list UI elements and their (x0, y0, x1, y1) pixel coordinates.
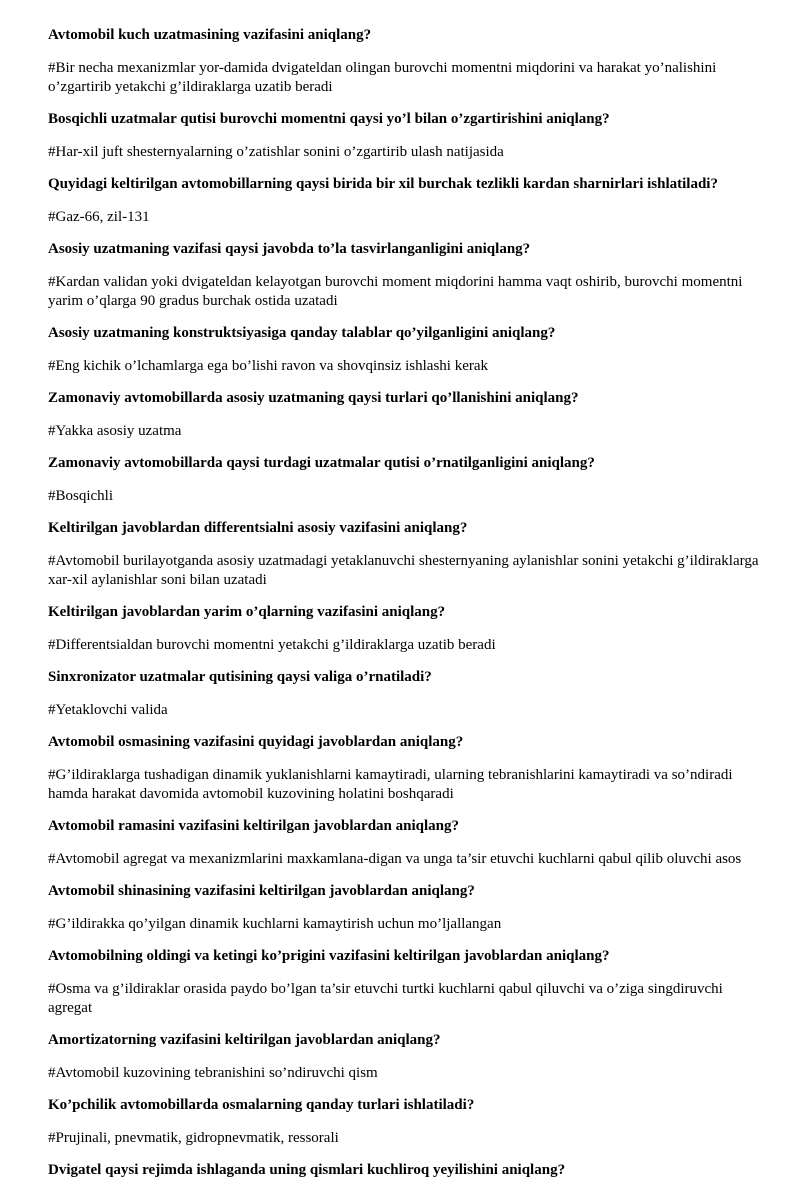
answer-text: #Avtomobil burilayotganda asosiy uzatmadagi yetaklanuvchi shesternyaning aylanishlar sonini yetakchi g’ildiraklarga xar-xil aylanishlar soni bilan uzatadi (48, 553, 759, 588)
answer-text: #Bir necha mexanizmlar yor-damida dvigateldan olingan burovchi momentni miqdorini va harakat yo’nalishini o’zgartirib yetakchi g’ildiraklarga uzatib beradi (48, 60, 717, 95)
qa-item (48, 817, 770, 869)
answer-text: #Yakka asosiy uzatma (48, 423, 182, 439)
question-text: Avtomobil osmasining vazifasini quyidagi javoblardan aniqlang? (48, 734, 464, 750)
qa-item (48, 603, 770, 655)
qa-item (48, 519, 770, 590)
qa-item (48, 175, 770, 227)
qa-item (48, 26, 770, 97)
qa-item (48, 1161, 770, 1180)
answer-text: #Gaz-66, zil-131 (48, 209, 150, 225)
question-text: Avtomobil ramasini vazifasini keltirilgan javoblardan aniqlang? (48, 818, 460, 834)
qa-item (48, 454, 770, 506)
question-text: Dvigatel qaysi rejimda ishlaganda uning qismlari kuchliroq yeyilishini aniqlang? (48, 1162, 566, 1178)
answer-text: #Avtomobil agregat va mexanizmlarini maxkamlana-digan va unga ta’sir etuvchi kuchlarni qabul qilib oluvchi asos (48, 851, 742, 867)
answer-text: #Kardan validan yoki dvigateldan kelayotgan burovchi moment miqdorini hamma vaqt oshirib, burovchi momentni yarim o’qlarga 90 gradus burchak ostida uzatadi (48, 274, 743, 309)
question-text: Ko’pchilik avtomobillarda osmalarning qanday turlari ishlatiladi? (48, 1097, 475, 1113)
qa-item (48, 389, 770, 441)
answer-text: #Har-xil juft shesternyalarning o’zatishlar sonini o’zgartirib ulash natijasida (48, 144, 504, 160)
answer-text: #Bosqichli (48, 488, 114, 504)
question-text: Avtomobil kuch uzatmasining vazifasini aniqlang? (48, 27, 372, 43)
question-text: Asosiy uzatmaning konstruktsiyasiga qanday talablar qo’yilganligini aniqlang? (48, 325, 556, 341)
question-text: Zamonaviy avtomobillarda qaysi turdagi uzatmalar qutisi o’rnatilganligini aniqlang? (48, 455, 595, 471)
answer-text: #Yetaklovchi valida (48, 702, 168, 718)
question-text: Quyidagi keltirilgan avtomobillarning qaysi birida bir xil burchak tezlikli kardan sharnirlari ishlatiladi? (48, 176, 718, 192)
question-text: Avtomobilning oldingi va ketingi ko’prigini vazifasini keltirilgan javoblardan aniqlang? (48, 948, 610, 964)
question-text: Keltirilgan javoblardan differentsialni asosiy vazifasini aniqlang? (48, 520, 468, 536)
answer-text: #Prujinali, pnevmatik, gidropnevmatik, ressorali (48, 1130, 339, 1146)
question-text: Bosqichli uzatmalar qutisi burovchi momentni qaysi yo’l bilan o’zgartirishini aniqlang? (48, 111, 610, 127)
qa-item (48, 882, 770, 934)
answer-text: #G’ildiraklarga tushadigan dinamik yuklanishlarni kamaytiradi, ularning tebranishlarini kamaytiradi va so’ndiradi hamda harakat davomida avtomobil kuzovining holatini boshqaradi (48, 767, 733, 802)
answer-text: #Eng kichik o’lchamlarga ega bo’lishi ravon va shovqinsiz ishlashi kerak (48, 358, 489, 374)
answer-text: #Differentsialdan burovchi momentni yetakchi g’ildiraklarga uzatib beradi (48, 637, 496, 653)
question-text: Sinxronizator uzatmalar qutisining qaysi valiga o’rnatiladi? (48, 669, 432, 685)
question-text: Amortizatorning vazifasini keltirilgan javoblardan aniqlang? (48, 1032, 441, 1048)
answer-text: #Osma va g’ildiraklar orasida paydo bo’lgan ta’sir etuvchi turtki kuchlarni qabul qiluvchi va o’ziga singdiruvchi agregat (48, 981, 723, 1016)
qa-item (48, 1096, 770, 1148)
answer-text: #G’ildirakka qo’yilgan dinamik kuchlarni kamaytirish uchun mo’ljallangan (48, 916, 502, 932)
qa-item (48, 1031, 770, 1083)
qa-item (48, 324, 770, 376)
answer-text: #Avtomobil kuzovining tebranishini so’ndiruvchi qism (48, 1065, 378, 1081)
document-page (48, 26, 770, 1194)
question-text: Asosiy uzatmaning vazifasi qaysi javobda to’la tasvirlanganligini aniqlang? (48, 241, 531, 257)
qa-item (48, 947, 770, 1018)
qa-item (48, 240, 770, 311)
question-text: Keltirilgan javoblardan yarim o’qlarning vazifasini aniqlang? (48, 604, 446, 620)
qa-item (48, 668, 770, 720)
qa-item (48, 733, 770, 804)
qa-item (48, 110, 770, 162)
question-text: Avtomobil shinasining vazifasini keltirilgan javoblardan aniqlang? (48, 883, 475, 899)
question-text: Zamonaviy avtomobillarda asosiy uzatmaning qaysi turlari qo’llanishini aniqlang? (48, 390, 579, 406)
